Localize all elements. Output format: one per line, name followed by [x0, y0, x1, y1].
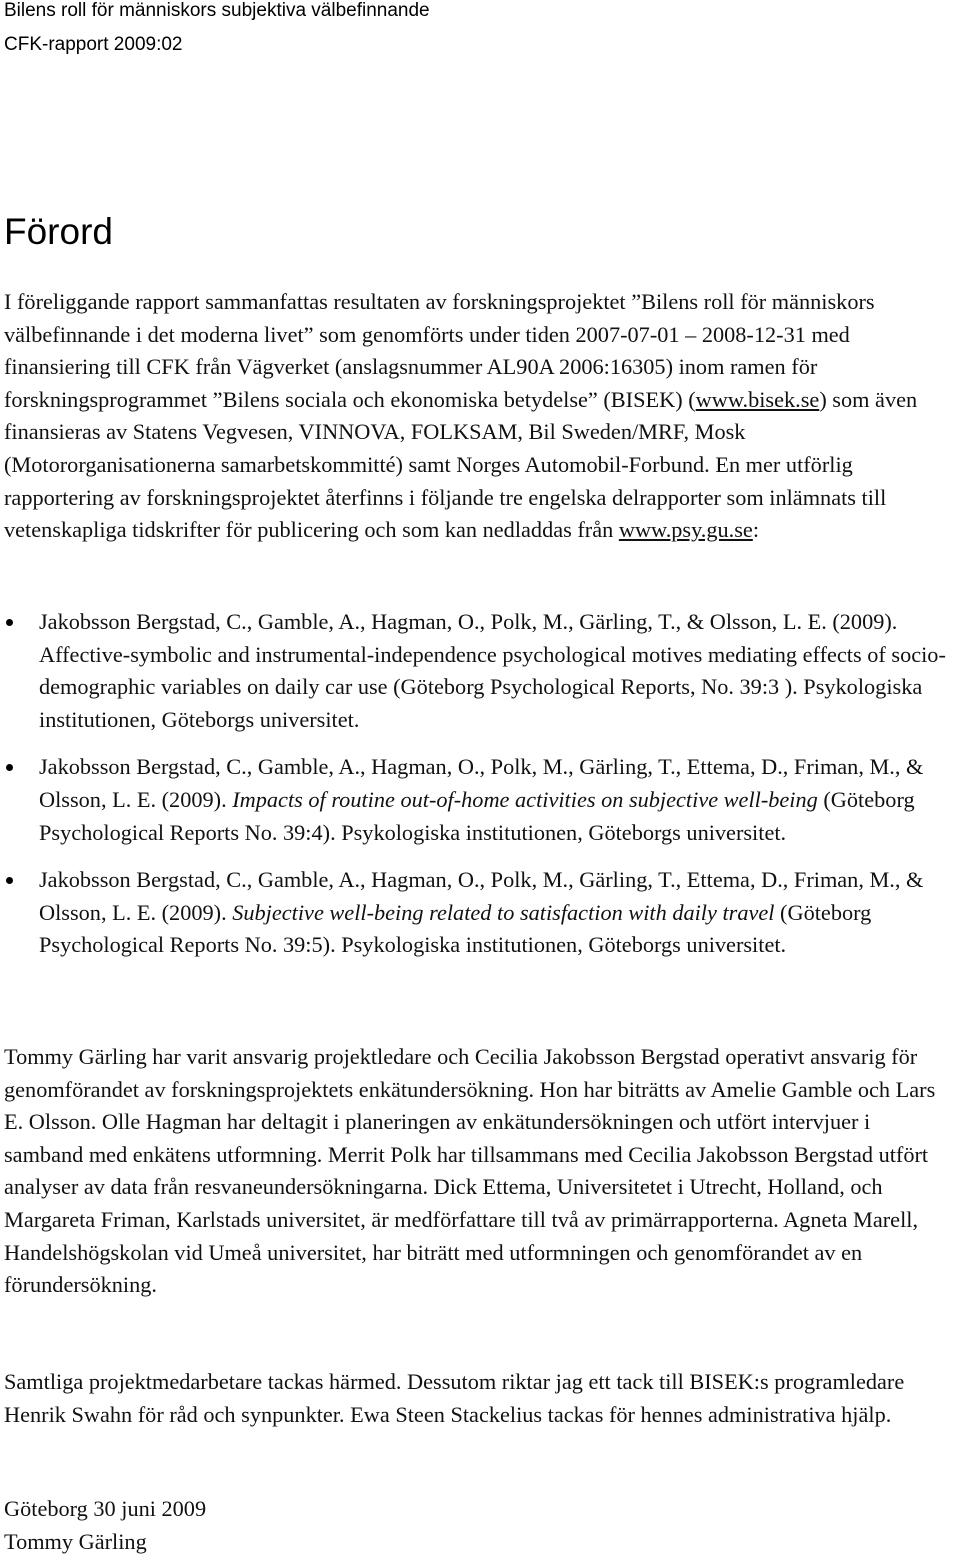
reference-text-after: (Göteborg Psychological Reports No. 39:5). Psykologiska institutionen, Göteborgs universitet.	[39, 899, 872, 958]
page-heading: Förord	[4, 211, 113, 252]
bisek-link[interactable]: www.bisek.se	[695, 386, 820, 412]
thanks-paragraph: Samtliga projektmedarbetare tackas härmed. Dessutom riktar jag ett tack till BISEK:s programledare Henrik Swahn för råd och synpunkter. Ewa Steen Stackelius tackas för hennes administrativa hjälp.	[4, 1369, 905, 1427]
contributors-paragraph: Tommy Gärling har varit ansvarig projektledare och Cecilia Jakobsson Bergstad operativt ansvarig för genomförandet av forskningsprojektets enkätundersökning. Hon har biträtts av Amelie Gamble och Lars E. Olsson. Olle Hagman har deltagit i planeringen av enkätundersökningen och utfört intervjuer i samband med enkätens utformning. Merrit Polk har tillsammans med Cecilia Jakobsson Bergstad utfört analyser av data från resvaneundersökningarna. Dick Ettema, Universitetet i Utrecht, Holland, och Margareta Friman, Karlstads universitet, är medförfattare till två av primärrapporterna. Agneta Marell, Handelshögskolan vid Umeå universitet, har biträtt med utformningen och genomförandet av en förundersökning.	[4, 1044, 936, 1298]
reference-title: Subjective well-being related to satisfaction with daily travel	[232, 899, 775, 925]
intro-text-1: I föreliggande rapport sammanfattas resultaten av forskningsprojektet ”Bilens roll för människors välbefinnande i det moderna livet” som genomförts under tiden 2007-07-01 – 2008-12-31 med finansiering till CFK från Vägverket (anslagsnummer AL90A 2006:16305) inom ramen för forskningsprogrammet ”Bilens sociala och ekonomiska betydelse” (BISEK) (	[4, 289, 875, 412]
reference-item	[0, 606, 959, 736]
reference-text-after: (Göteborg Psychological Reports No. 39:4). Psykologiska institutionen, Göteborgs universitet.	[39, 786, 915, 845]
signoff	[4, 1493, 954, 1558]
reference-title: Impacts of routine out-of-home activities on subjective well-being	[232, 786, 818, 812]
reference-item	[0, 864, 959, 962]
bullet-icon	[6, 619, 13, 626]
reference-item	[0, 751, 959, 849]
intro-text-2: ) som även finansieras av Statens Vegvesen, VINNOVA, FOLKSAM, Bil Sweden/MRF, Mosk (Motororganisationerna samarbetskommitté) samt Norges Automobil-Forbund. En mer utförlig rapportering av forskningsprojektet återfinns i följande tre engelska delrapporter som inlämnats till vetenskapliga tidskrifter för publicering och som kan nedladdas från	[4, 386, 918, 543]
signoff-place-date: Göteborg 30 juni 2009	[4, 1496, 207, 1521]
reference-text: Jakobsson Bergstad, C., Gamble, A., Hagman, O., Polk, M., Gärling, T., Ettema, D., Friman, M., & Olsson, L. E. (2009).	[39, 754, 924, 812]
report-number: CFK-rapport 2009:02	[4, 34, 183, 55]
intro-text-3: :	[752, 517, 760, 543]
signoff-name: Tommy Gärling	[4, 1528, 147, 1554]
report-title: Bilens roll för människors subjektiva välbefinnande	[4, 0, 430, 21]
bullet-icon	[6, 877, 13, 884]
reference-text: Jakobsson Bergstad, C., Gamble, A., Hagman, O., Polk, M., Gärling, T., & Olsson, L. E. (2009). Affective-symbolic and instrumental-independence psychological motives mediating effects of socio-demographic variables on daily car use (Göteborg Psychological Reports, No. 39:3 ). Psykologiska institutionen, Göteborgs universitet.	[39, 609, 946, 732]
psy-gu-link[interactable]: www.psy.gu.se	[618, 517, 753, 543]
reference-text: Jakobsson Bergstad, C., Gamble, A., Hagman, O., Polk, M., Gärling, T., Ettema, D., Friman, M., & Olsson, L. E. (2009).	[39, 867, 924, 925]
reference-list	[0, 606, 960, 962]
intro-paragraph	[4, 286, 954, 547]
bullet-icon	[6, 764, 13, 771]
